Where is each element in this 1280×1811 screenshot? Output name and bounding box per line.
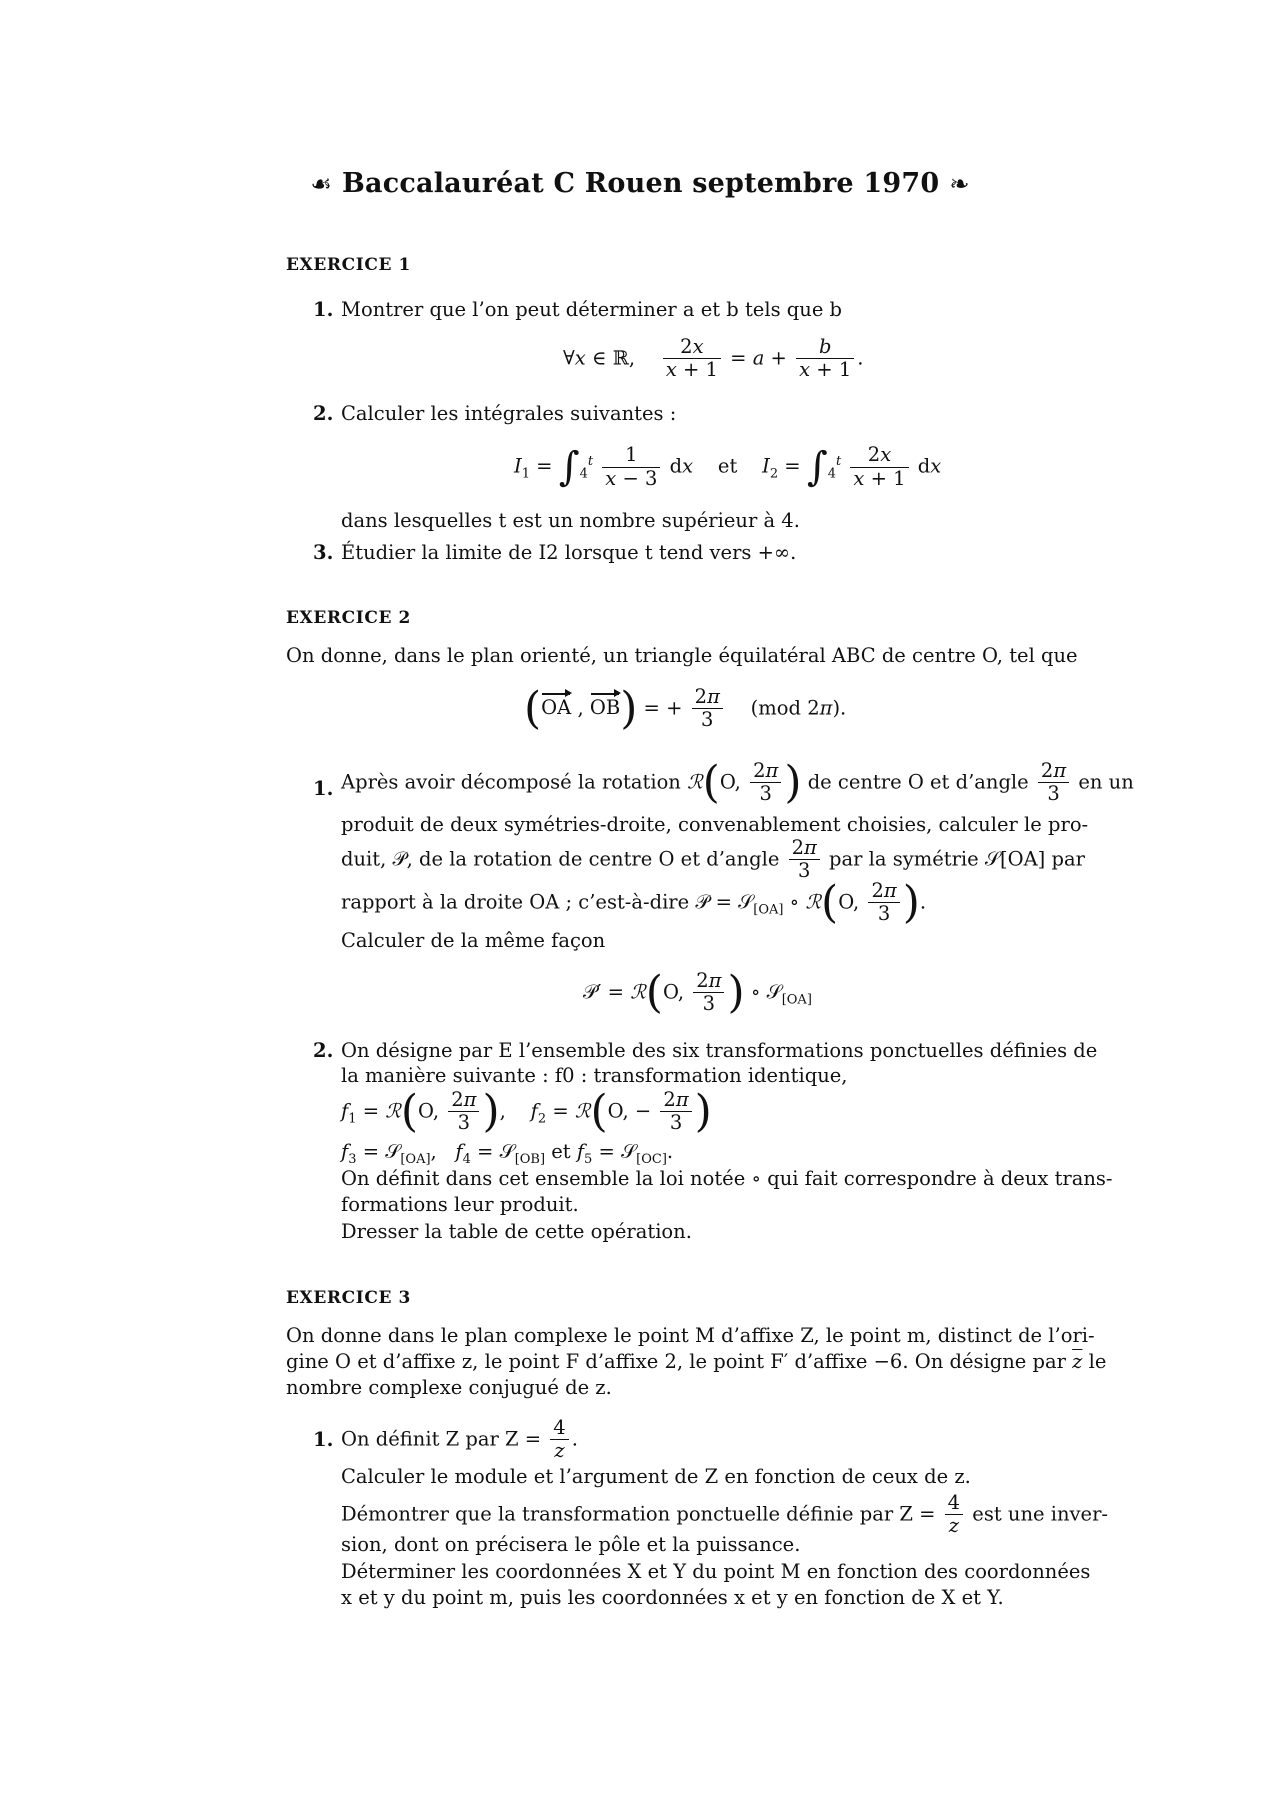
ex3-q1-line2: Calculer le module et l’argument de Z en fonction de ceux de z. [341,1465,971,1488]
ex2-q1-line3: duit, 𝒫, de la rotation de centre O et d’angle $\frac{2\pi}{3}$ par la symétrie 𝒮[OA] par [341,836,1085,883]
ex2-q1-line3b: par la symétrie 𝒮[OA] par [829,847,1085,871]
ex2-q2-line6: formations leur produit. [341,1193,579,1216]
document-title [0,168,1280,199]
ex1-equation: ∀x ∈ ℝ, $\frac{2x}{x + 1}$ = a + $\frac{b}{x + 1}$ . [563,335,864,382]
ex2-q1-line1: Après avoir décomposé la rotation ℛ(O, $\frac{2\pi}{3}$ ) de centre O et d’angle $\frac{2\pi}{3}$ en un [341,756,1134,808]
ex3-q1-line5: Déterminer les coordonnées X et Y du point M en fonction des coordonnées [341,1560,1091,1583]
ex2-p-prime-equation: 𝒫′ = ℛ(O, $\frac{2\pi}{3}$ ) ∘ 𝒮$_{[OA]}$ [583,966,812,1018]
title-text: Baccalauréat C Rouen septembre 1970 [342,168,940,199]
ex1-q2-text: Calculer les intégrales suivantes : [341,402,677,425]
exercise-2-heading: EXERCICE 2 [286,608,411,628]
ex3-q1-line3b: est une inver- [972,1502,1108,1526]
ex2-angle-equation: (OA , OB) = + $\frac{2\pi}{3}$ (mod 2π). [524,682,847,734]
ex1-q1-text: Montrer que l’on peut déterminer a et b tels que b [341,298,843,321]
ex2-q2-line5: On définit dans cet ensemble la loi notée ∘ qui fait correspondre à deux trans- [341,1167,1113,1190]
ex2-q1-line3a: duit, 𝒫, de la rotation de centre O et d’angle [341,847,780,871]
ex2-q1-line4: rapport à la droite OA ; c’est-à-dire 𝒫 = 𝒮$_{[OA]}$ ∘ ℛ(O, $\frac{2\pi}{3}$ ). [341,876,927,928]
ex3-q1-number: 1. [313,1428,334,1451]
ex1-q2-number: 2. [313,402,334,425]
ex2-q1-number: 1. [313,777,334,800]
right-ornament-icon: ❧ [949,170,970,198]
ex1-integrals: $I_1 = \int_4^t$ $\frac{1}{x - 3}$ dx et $I_2 = \int_4^t$ $\frac{2x}{x + 1}$ dx [514,443,942,490]
ex2-q2-line4: $f_3$ = 𝒮$_{[OA]}$, $f_4$ = 𝒮$_{[OB]}$ et $f_5$ = 𝒮$_{[OC]}$. [341,1140,674,1167]
ex1-q3-text: Étudier la limite de I2 lorsque t tend vers +∞. [341,541,797,564]
exercise-1-heading: EXERCICE 1 [286,255,411,275]
ex3-q1-line1-text: On définit Z par Z = [341,1427,542,1451]
ex1-q1-number: 1. [313,298,334,321]
ex2-q2-line2: la manière suivante : f0 : transformation identique, [341,1064,848,1087]
ex3-q1-line3: Démontrer que la transformation ponctuelle définie par Z = $\frac{4}{z}$ est une inver- [341,1491,1108,1538]
ex2-q2-line7: Dresser la table de cette opération. [341,1220,692,1243]
ex3-intro-line1: On donne dans le plan complexe le point M d’affixe Z, le point m, distinct de l’ori- [286,1324,1095,1347]
exercise-3-heading: EXERCICE 3 [286,1288,411,1308]
ex3-q1-line3a: Démontrer que la transformation ponctuelle définie par Z = [341,1502,936,1526]
ex3-intro2-text: gine O et d’affixe z, le point F d’affixe 2, le point F′ d’affixe −6. On désigne par [286,1350,1066,1373]
ex2-q1-line4-text: rapport à la droite OA ; c’est-à-dire [341,890,690,914]
ex3-intro2-end: le [1088,1350,1107,1373]
ex2-q1-text-b: de centre O et d’angle [807,770,1029,794]
ex3-intro-line3: nombre complexe conjugué de z. [286,1376,612,1399]
ex3-q1-line4: sion, dont on précisera le pôle et la puissance. [341,1533,801,1556]
ex2-q1-line2: produit de deux symétries-droite, convenablement choisies, calculer le pro- [341,813,1089,836]
ex2-q2-line1: On désigne par E l’ensemble des six transformations ponctuelles définies de [341,1039,1098,1062]
ex3-q1-line1: On définit Z par Z = $\frac{4}{z}$ . [341,1416,578,1463]
ex3-q1-line6: x et y du point m, puis les coordonnées x et y en fonction de X et Y. [341,1586,1004,1609]
ex1-q3-number: 3. [313,541,334,564]
ex2-q2-line3: $f_1$ = ℛ(O, $\frac{2\pi}{3}$ ), $f_2$ = ℛ(O, − $\frac{2\pi}{3}$ ) [341,1085,712,1137]
ex2-intro: On donne, dans le plan orienté, un triangle équilatéral ABC de centre O, tel que [286,644,1078,667]
ex2-q1-line5: Calculer de la même façon [341,929,606,952]
ex2-q1-text-c: en un [1078,770,1134,794]
ex2-q2-number: 2. [313,1039,334,1062]
ex3-intro-line2: gine O et d’affixe z, le point F d’affixe 2, le point F′ d’affixe −6. On désigne par $\overline{z}$ le [286,1350,1107,1373]
left-ornament-icon: ☙ [310,170,333,198]
ex2-q1-text-a: Après avoir décomposé la rotation [341,770,681,794]
ex1-q2-after: dans lesquelles t est un nombre supérieur à 4. [341,509,800,532]
